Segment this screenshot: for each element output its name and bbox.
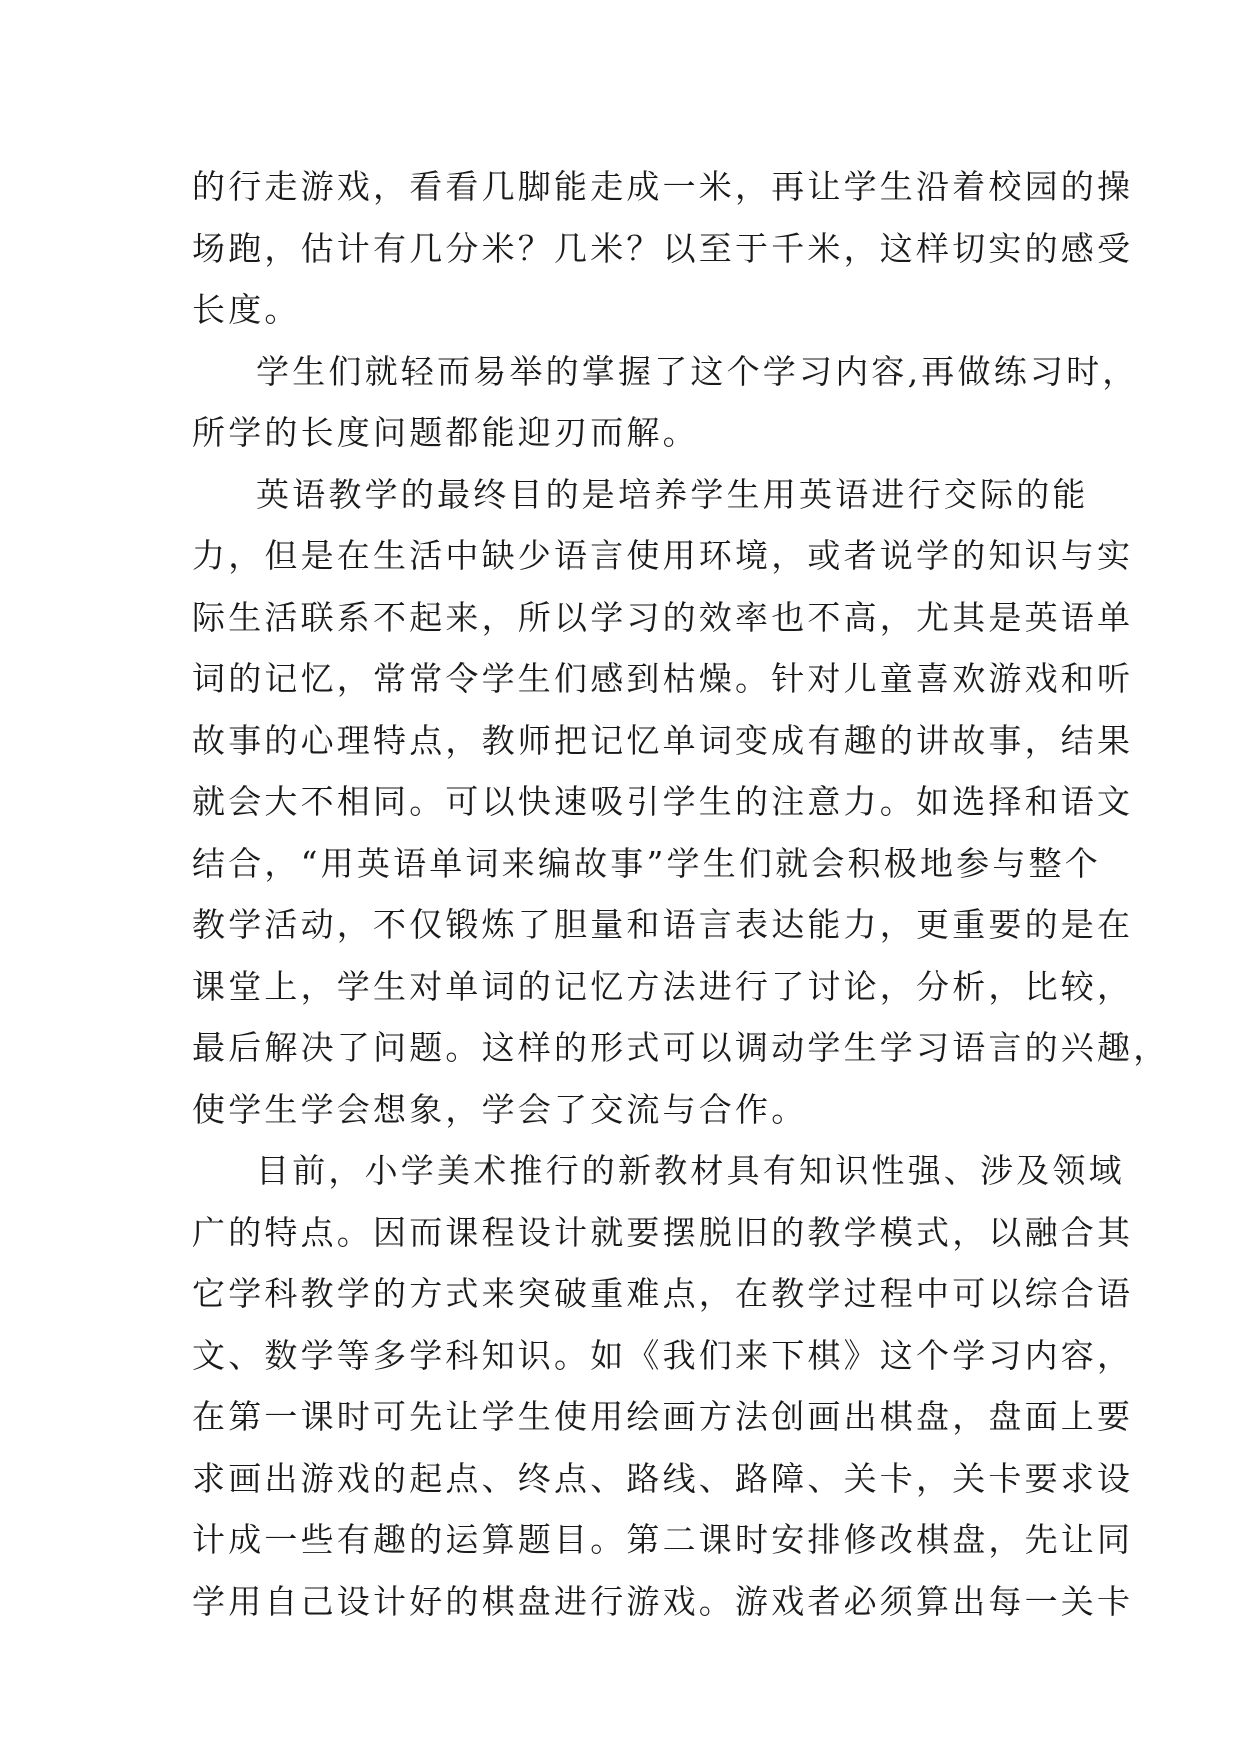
text-line: 广的特点。因而课程设计就要摆脱旧的教学模式，以融合其 [192,1212,1134,1252]
text-line: 求画出游戏的起点、终点、路线、路障、关卡，关卡要求设 [192,1458,1134,1498]
text-line: 使学生学会想象，学会了交流与合作。 [192,1089,808,1129]
text-line: 教学活动，不仅锻炼了胆量和语言表达能力，更重要的是在 [192,905,1134,944]
text-line: 力，但是在生活中缺少语言使用环境，或者说学的知识与实 [192,536,1134,575]
text-line: 结合，“用英语单词来编故事”学生们就会积极地参与整个 [192,843,1101,883]
text-line: 学生们就轻而易举的掌握了这个学习内容,再做练习时， [256,351,1139,391]
text-line: 英语教学的最终目的是培养学生用英语进行交际的能 [256,474,1089,514]
text-line: 在第一课时可先让学生使用绘画方法创画出棋盘，盘面上要 [192,1397,1134,1436]
text-line: 它学科教学的方式来突破重难点，在教学过程中可以综合语 [192,1274,1134,1313]
text-line: 场跑，估计有几分米？几米？以至于千米，这样切实的感受 [192,228,1134,268]
body-text [192,156,1170,1632]
text-line: 目前，小学美术推行的新教材具有知识性强、涉及领域 [256,1151,1125,1190]
text-line: 文、数学等多学科知识。如《我们来下棋》这个学习内容， [192,1335,1134,1375]
text-line: 所学的长度问题都能迎刃而解。 [192,413,699,452]
text-line: 学用自己设计好的棋盘进行游戏。游戏者必须算出每一关卡 [192,1581,1134,1621]
text-line: 故事的心理特点，教师把记忆单词变成有趣的讲故事，结果 [192,720,1134,760]
text-line: 词的记忆，常常令学生们感到枯燥。针对儿童喜欢游戏和听 [192,659,1134,698]
text-line: 长度。 [192,290,301,329]
text-line: 就会大不相同。可以快速吸引学生的注意力。如选择和语文 [192,782,1134,821]
text-line: 际生活联系不起来，所以学习的效率也不高，尤其是英语单 [192,597,1134,637]
text-line: 计成一些有趣的运算题目。第二课时安排修改棋盘，先让同 [192,1520,1134,1559]
text-line: 最后解决了问题。这样的形式可以调动学生学习语言的兴趣， [192,1028,1170,1067]
text-line: 课堂上，学生对单词的记忆方法进行了讨论，分析，比较， [192,966,1134,1006]
text-line: 的行走游戏，看看几脚能走成一米，再让学生沿着校园的操 [192,167,1134,206]
